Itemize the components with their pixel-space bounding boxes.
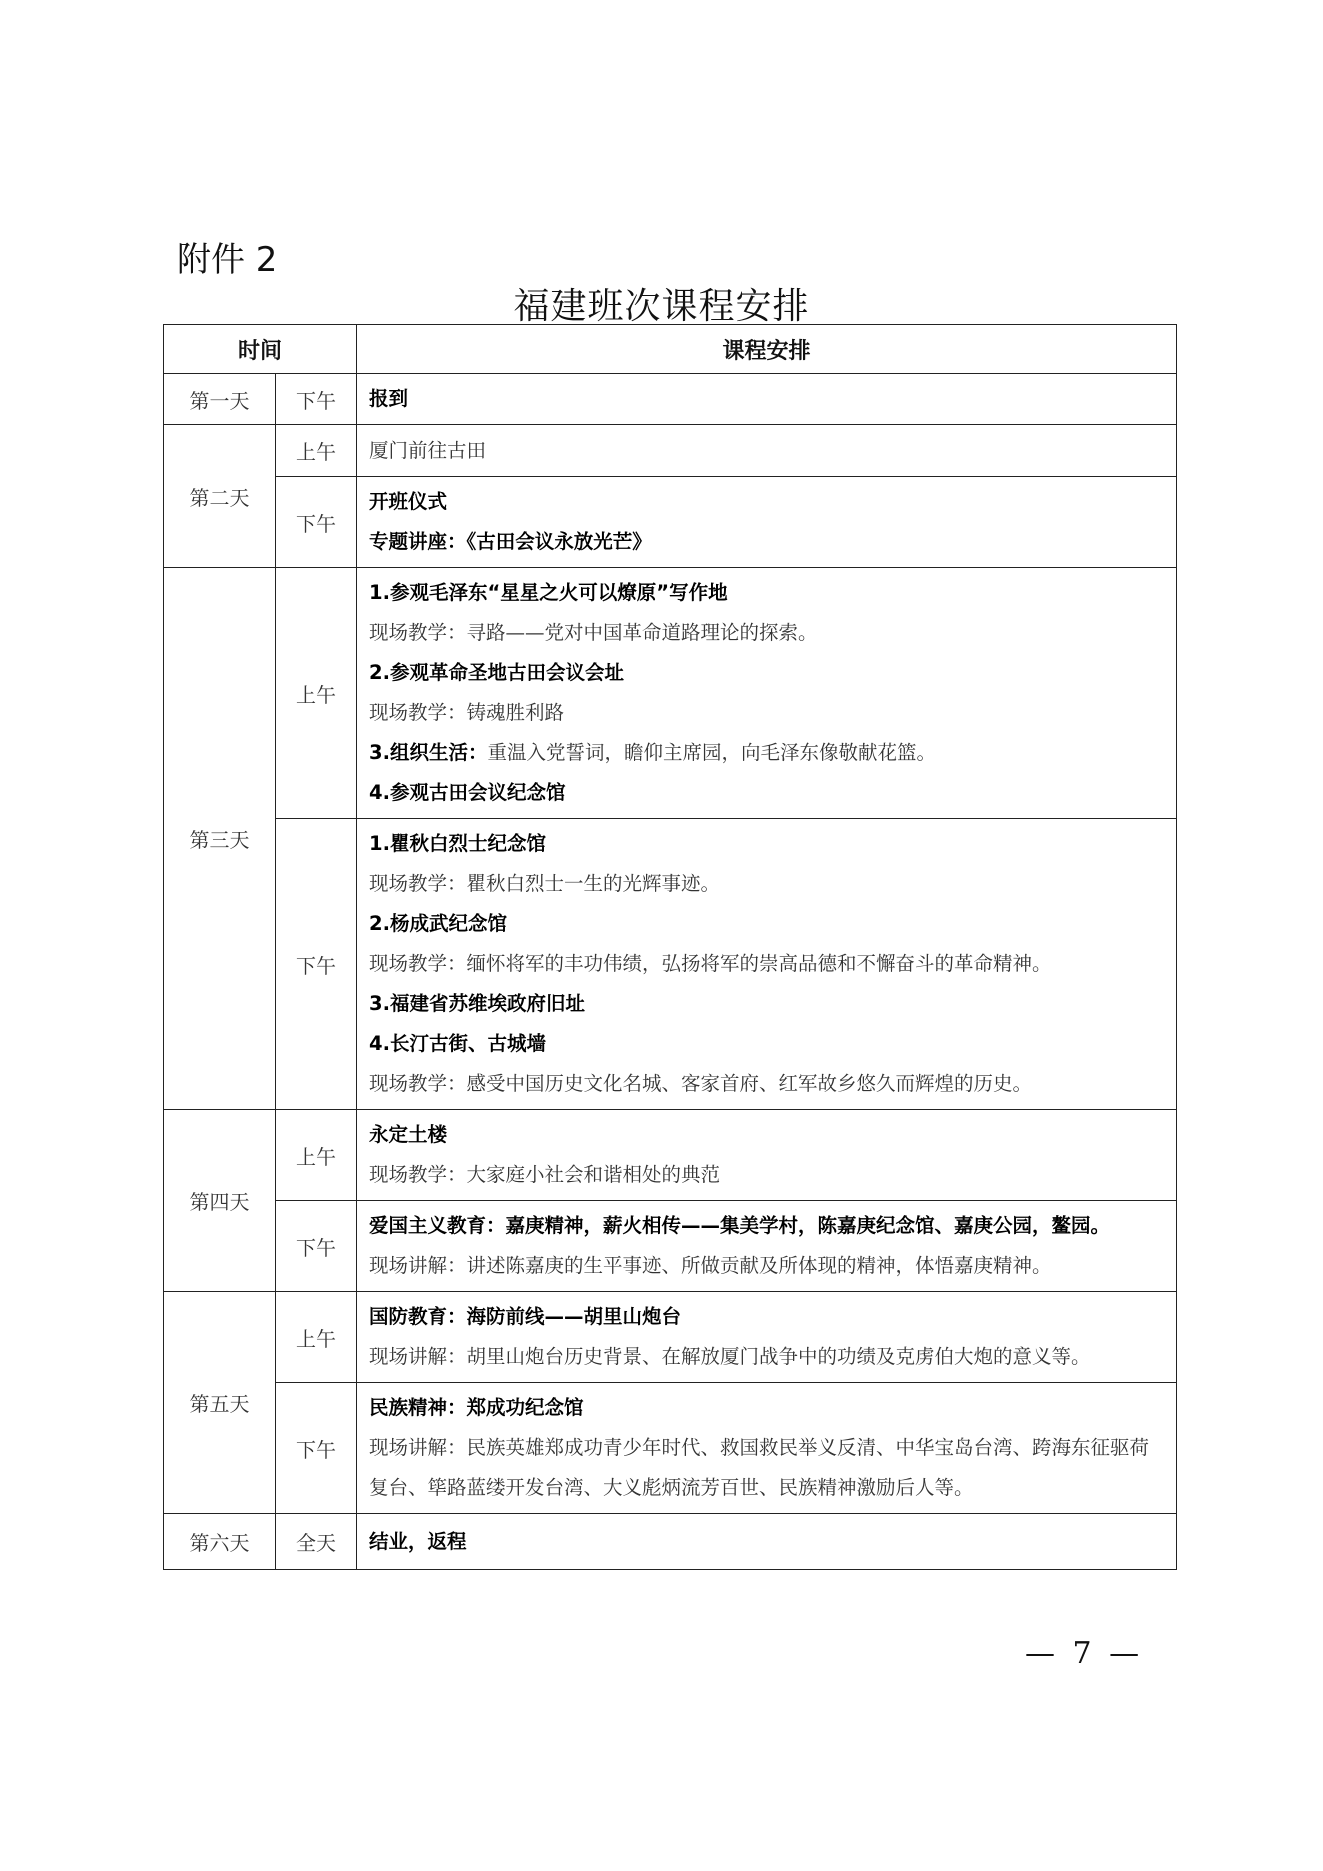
header-time: 时间 [164, 325, 357, 374]
schedule-line: 现场讲解：胡里山炮台历史背景、在解放厦门战争中的功绩及克虏伯大炮的意义等。 [369, 1345, 1091, 1368]
schedule-line: 现场教学：缅怀将军的丰功伟绩，弘扬将军的崇高品德和不懈奋斗的革命精神。 [369, 952, 1052, 975]
schedule-line: 永定土楼 [369, 1123, 448, 1146]
schedule-line: 国防教育：海防前线——胡里山炮台 [369, 1305, 682, 1328]
page-number: — 7 — [1025, 1636, 1144, 1671]
schedule-line: 民族精神：郑成功纪念馆 [369, 1396, 584, 1419]
schedule-line: 1.参观毛泽东“星星之火可以燎原”写作地 [369, 581, 728, 604]
period-label: 下午 [276, 819, 357, 1110]
schedule-line: 现场讲解：讲述陈嘉庚的生平事迹、所做贡献及所体现的精神，体悟嘉庚精神。 [369, 1254, 1052, 1277]
schedule-cell [357, 1292, 1177, 1383]
period-label: 下午 [276, 1383, 357, 1514]
table-row [164, 1514, 1177, 1570]
schedule-line: 现场教学：铸魂胜利路 [369, 701, 565, 724]
schedule-cell [357, 425, 1177, 477]
page-title: 福建班次课程安排 [513, 286, 810, 327]
day-label: 第二天 [164, 425, 276, 568]
schedule-line: 1.瞿秋白烈士纪念馆 [369, 832, 546, 855]
table-row [164, 819, 1177, 1110]
schedule-line: 现场讲解：民族英雄郑成功青少年时代、救国救民举义反清、中华宝岛台湾、跨海东征驱荷复台、筚路蓝缕开发台湾、大义彪炳流芳百世、民族精神激励后人等。 [369, 1436, 1150, 1499]
table-row [164, 1292, 1177, 1383]
period-label: 全天 [276, 1514, 357, 1570]
schedule-line: 开班仪式 [369, 490, 448, 513]
period-label: 上午 [276, 425, 357, 477]
table-row [164, 1110, 1177, 1201]
schedule-cell [357, 374, 1177, 425]
schedule-line: 现场教学：感受中国历史文化名城、客家首府、红军故乡悠久而辉煌的历史。 [369, 1072, 1033, 1095]
schedule-line: 4.参观古田会议纪念馆 [369, 781, 566, 804]
schedule-line: 现场教学：瞿秋白烈士一生的光辉事迹。 [369, 872, 721, 895]
schedule-line [369, 733, 1166, 773]
schedule-line-rest: 重温入党誓词，瞻仰主席园，向毛泽东像敬献花篮。 [487, 741, 937, 764]
table-row [164, 374, 1177, 425]
header-schedule: 课程安排 [357, 325, 1177, 374]
schedule-line: 结业，返程 [369, 1529, 467, 1553]
schedule-cell [357, 477, 1177, 568]
day-label: 第一天 [164, 374, 276, 425]
period-label: 下午 [276, 1201, 357, 1292]
schedule-cell [357, 568, 1177, 819]
schedule-cell [357, 819, 1177, 1110]
schedule-line-lead: 3.组织生活： [369, 741, 488, 764]
schedule-line: 3.福建省苏维埃政府旧址 [369, 992, 585, 1015]
schedule-line: 专题讲座：《古田会议永放光芒》 [369, 530, 652, 553]
period-label: 上午 [276, 568, 357, 819]
table-row [164, 1383, 1177, 1514]
period-label: 上午 [276, 1110, 357, 1201]
table-row [164, 568, 1177, 819]
period-label: 上午 [276, 1292, 357, 1383]
schedule-cell [357, 1514, 1177, 1570]
table-header-row [164, 325, 1177, 374]
day-label: 第五天 [164, 1292, 276, 1514]
schedule-line: 2.参观革命圣地古田会议会址 [369, 661, 624, 684]
period-label: 下午 [276, 477, 357, 568]
schedule-cell [357, 1110, 1177, 1201]
schedule-line: 4.长汀古街、古城墙 [369, 1032, 546, 1055]
schedule-line: 2.杨成武纪念馆 [369, 912, 507, 935]
schedule-line: 报到 [369, 387, 409, 410]
table-row [164, 477, 1177, 568]
schedule-table [163, 324, 1177, 1570]
schedule-line: 现场教学：寻路——党对中国革命道路理论的探索。 [369, 621, 818, 644]
schedule-line: 厦门前往古田 [369, 438, 487, 462]
table-row [164, 425, 1177, 477]
period-label: 下午 [276, 374, 357, 425]
day-label: 第三天 [164, 568, 276, 1110]
schedule-line: 现场教学：大家庭小社会和谐相处的典范 [369, 1163, 721, 1186]
schedule-line: 爱国主义教育：嘉庚精神，薪火相传——集美学村，陈嘉庚纪念馆、嘉庚公园，鳌园。 [369, 1214, 1111, 1237]
schedule-cell [357, 1201, 1177, 1292]
schedule-cell [357, 1383, 1177, 1514]
annex-label: 附件 2 [177, 240, 278, 280]
day-label: 第六天 [164, 1514, 276, 1570]
table-row [164, 1201, 1177, 1292]
day-label: 第四天 [164, 1110, 276, 1292]
